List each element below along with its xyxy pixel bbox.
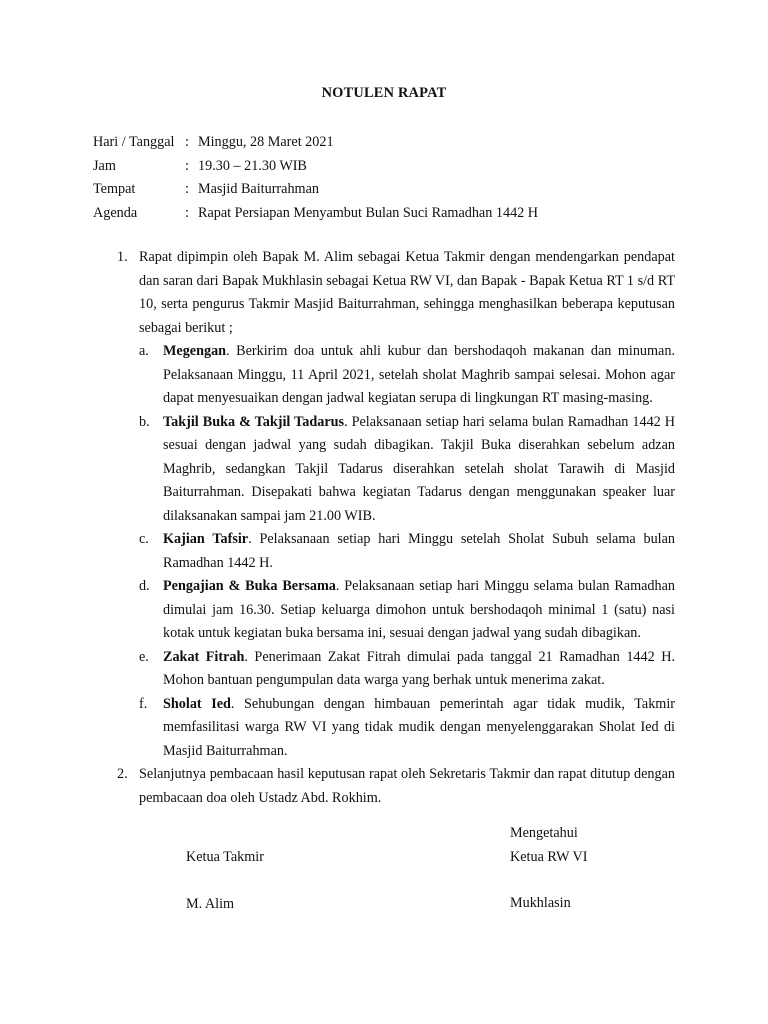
sub-item-text (163, 646, 675, 693)
sub-item-text (163, 411, 675, 529)
minutes-list (0, 246, 768, 810)
meta-label: Hari / Tanggal (93, 134, 175, 150)
meta-label: Jam (93, 157, 116, 174)
sub-item-text (163, 693, 675, 764)
sub-item-letter: f. (139, 695, 148, 712)
meeting-details (93, 131, 538, 225)
sub-item-letter: a. (139, 343, 149, 359)
signature-role: Ketua Takmir (186, 849, 264, 865)
meta-value: 19.30 – 21.30 WIB (198, 157, 307, 174)
sub-item-heading: Pengajian & Buka Bersama (163, 578, 336, 594)
signature-role: Ketua RW VI (510, 848, 588, 865)
signature-ketua-takmir (186, 846, 264, 916)
list-item (0, 246, 768, 340)
meta-colon: : (185, 204, 189, 221)
sub-item-pengajian (0, 575, 768, 646)
list-item (0, 763, 768, 810)
sub-item-megengan (0, 340, 768, 411)
meta-value: Masjid Baiturrahman (198, 181, 319, 197)
sub-item-body: . Penerimaan Zakat Fitrah dimulai pada tanggal 21 Ramadhan 1442 H. Mohon bantuan pengumpulan data warga yang berhak untuk menerima zakat. (163, 648, 675, 688)
meta-row-time (93, 155, 538, 179)
meta-colon: : (185, 157, 189, 174)
document-title: NOTULEN RAPAT (321, 85, 447, 101)
meta-colon: : (185, 181, 189, 197)
sub-item-text (163, 528, 675, 575)
sub-item-sholat-ied (0, 693, 768, 764)
meta-value: Minggu, 28 Maret 2021 (198, 134, 334, 150)
meta-colon: : (185, 134, 189, 150)
sub-item-heading: Zakat Fitrah (163, 648, 245, 665)
sub-item-heading: Sholat Ied (163, 695, 231, 712)
sub-item-body: . Pelaksanaan setiap hari Minggu setelah Sholat Subuh selama bulan Ramadhan 1442 H. (163, 531, 675, 571)
sub-item-text (163, 340, 675, 411)
sub-item-body: . Berkirim doa untuk ahli kubur dan bershodaqoh makanan dan minuman. Pelaksanaan Minggu, 11 April 2021, setelah sholat Maghrib sampai selesai. Mohon agar dapat menyesuaikan dengan jadwal kegiatan serupa di lingkungan RT masing-masing. (163, 343, 675, 406)
sub-item-letter: b. (139, 413, 150, 430)
sub-item-body: . Pelaksanaan setiap hari Minggu selama bulan Ramadhan dimulai jam 16.30. Setiap keluarga dimohon untuk bershodaqoh minimal 1 (satu) nasi kotak untuk kegiatan buka bersama ini, sesuai dengan jadwal yang sudah dibagikan. (163, 578, 675, 641)
sub-item-heading: Kajian Tafsir (163, 531, 249, 547)
sub-item-heading: Megengan (163, 343, 227, 359)
meta-row-agenda (93, 202, 538, 226)
signature-ketua-rw (510, 822, 588, 916)
sub-item-body: . Sehubungan dengan himbauan pemerintah agar tidak mudik, Takmir memfasilitasi warga RW VI yang tidak mudik dengan menyelenggarakan Sholat Ied di Masjid Baiturrahman. (163, 695, 675, 759)
signature-name: Mukhlasin (510, 895, 571, 911)
sub-item-body: . Pelaksanaan setiap hari selama bulan Ramadhan 1442 H sesuai dengan jadwal yang sudah dibagikan. Takjil Buka diserahkan sebelum adzan Maghrib, sedangkan Takjil Tadarus diserahkan setelah sholat Tarawih di Masjid Baiturrahman. Disepakati bahwa kegiatan Tadarus dengan menggunakan speaker luar dilaksanakan sampai jam 21.00 WIB. (163, 413, 675, 524)
meta-label: Agenda (93, 204, 138, 221)
signature-space (186, 870, 264, 893)
sub-item-takjil (0, 411, 768, 529)
signature-acknowledge: Mengetahui (510, 825, 578, 841)
meta-label: Tempat (93, 181, 136, 197)
signature-name: M. Alim (186, 895, 235, 912)
meta-row-place (93, 178, 538, 202)
sub-item-letter: d. (139, 578, 150, 594)
list-item-text: Rapat dipimpin oleh Bapak M. Alim sebagai Ketua Takmir dengan mendengarkan pendapat dan saran dari Bapak Mukhlasin sebagai Ketua RW VI, dan Bapak - Bapak Ketua RT 1 s/d RT 10, serta pengurus Takmir Masjid Baiturrahman, sehingga menghasilkan beberapa keputusan sebagai berikut ; (139, 249, 675, 336)
sub-item-kajian-tafsir (0, 528, 768, 575)
sub-item-heading: Takjil Buka & Takjil Tadarus (163, 413, 345, 430)
list-item-number: 2. (117, 766, 128, 782)
sub-item-letter: c. (139, 531, 149, 547)
list-item-number: 1. (117, 249, 128, 265)
signature-space (510, 869, 588, 892)
meta-row-date (93, 131, 538, 155)
list-item-text: Selanjutnya pembacaan hasil keputusan rapat oleh Sekretaris Takmir dan rapat ditutup dengan pembacaan doa oleh Ustadz Abd. Rokhim. (139, 766, 675, 806)
meta-value: Rapat Persiapan Menyambut Bulan Suci Ramadhan 1442 H (198, 204, 539, 221)
sub-item-letter: e. (139, 648, 149, 665)
sub-item-zakat-fitrah (0, 646, 768, 693)
sub-item-text (163, 575, 675, 646)
